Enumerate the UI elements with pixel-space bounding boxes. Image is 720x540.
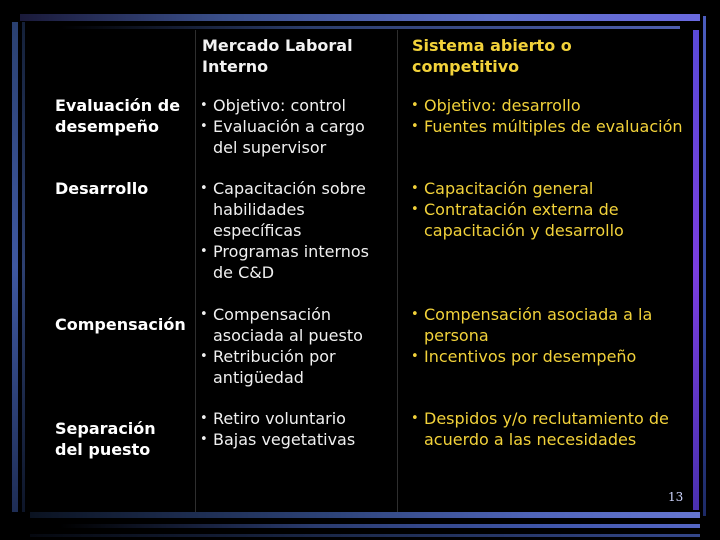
list-item: • Capacitación sobre habilidades específicas — [200, 178, 390, 241]
list-item: • Objetivo: control — [200, 95, 390, 116]
column-header-open-system: Sistema abierto o competitivo — [412, 36, 572, 76]
row-label-desarrollo: Desarrollo — [55, 179, 149, 198]
column-divider-1 — [195, 30, 196, 512]
list-item: • Objetivo: desarrollo — [411, 95, 691, 116]
row-evaluacion-internal-list — [200, 95, 390, 158]
list-item: • Bajas vegetativas — [200, 429, 390, 450]
row-label-evaluacion: Evaluación de desempeño — [55, 96, 181, 136]
list-item: • Contratación externa de capacitación y desarrollo — [411, 199, 691, 241]
frame-bottom-accent — [60, 524, 700, 528]
row-separacion-internal-list — [200, 408, 390, 450]
row-desarrollo-open-list — [411, 178, 691, 241]
list-item: • Retribución por antigüedad — [200, 346, 390, 388]
list-item: • Programas internos de C&D — [200, 241, 390, 283]
list-item: • Retiro voluntario — [200, 408, 390, 429]
list-item: • Capacitación general — [411, 178, 691, 199]
frame-left-bar — [12, 22, 18, 512]
frame-top-accent — [60, 26, 680, 29]
row-separacion-open-list — [411, 408, 691, 450]
column-divider-2 — [397, 30, 398, 512]
frame-bottom-bar — [30, 512, 700, 518]
list-item: • Evaluación a cargo del supervisor — [200, 116, 390, 158]
list-item: • Compensación asociada a la persona — [411, 304, 691, 346]
frame-top-bar — [20, 14, 700, 21]
row-label-compensacion: Compensación — [55, 315, 186, 334]
row-compensacion-open-list — [411, 304, 691, 367]
page-number: 13 — [668, 490, 684, 504]
list-item: • Despidos y/o reclutamiento de acuerdo a las necesidades — [411, 408, 691, 450]
row-desarrollo-internal-list — [200, 178, 390, 283]
frame-right-accent — [703, 16, 706, 516]
list-item: • Fuentes múltiples de evaluación — [411, 116, 691, 137]
row-compensacion-internal-list — [200, 304, 390, 388]
column-header-internal-market: Mercado Laboral Interno — [202, 36, 353, 76]
list-item: • Compensación asociada al puesto — [200, 304, 390, 346]
frame-right-bar — [693, 30, 699, 510]
frame-left-accent — [22, 22, 25, 512]
frame-bottom-accent-2 — [30, 534, 700, 537]
list-item: • Incentivos por desempeño — [411, 346, 691, 367]
row-evaluacion-open-list — [411, 95, 691, 137]
row-label-separacion: Separación del puesto — [55, 419, 156, 459]
